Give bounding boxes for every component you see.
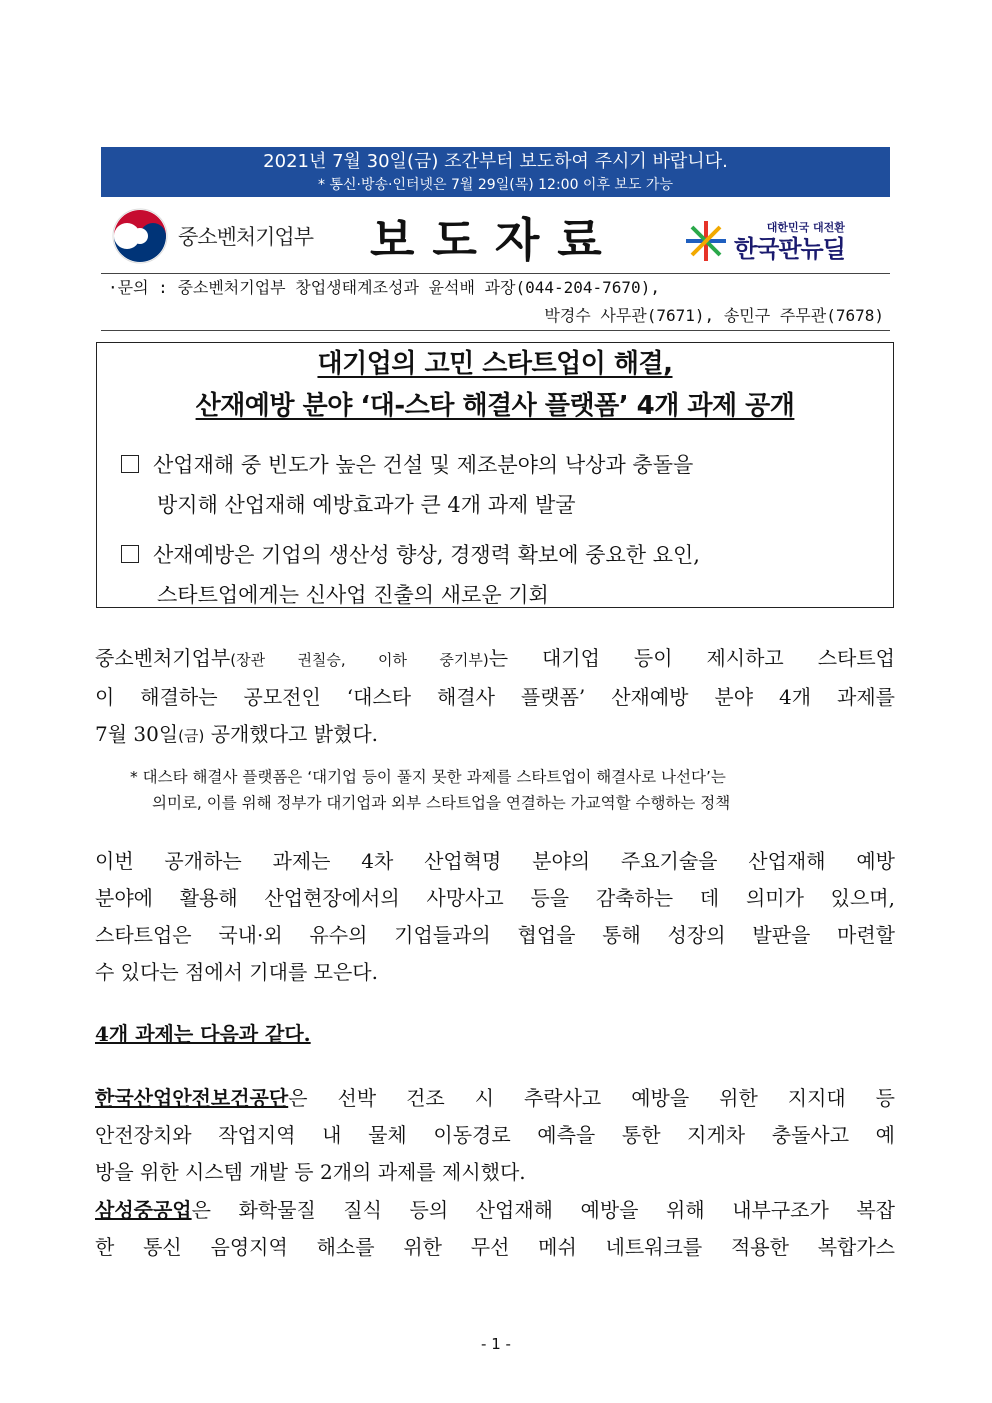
p1-line-2: 이 해결하는 공모전인 ‘대스타 해결사 플랫폼’ 산재예방 분야 4개 과제를 [95, 685, 895, 709]
p2-line-4: 수 있다는 점에서 기대를 모은다. [95, 960, 378, 984]
body-paragraph-4 [95, 1192, 895, 1266]
brand-name: 한국판뉴딜 [734, 235, 845, 263]
p1-line-1-rest: 는 대기업 등이 제시하고 스타트업 [488, 646, 895, 670]
checkbox-square-icon [121, 545, 139, 563]
bullet-2-line-1: 산재예방은 기업의 생산성 향상, 경쟁력 확보에 중요한 요인, [153, 543, 700, 567]
p1-weekday: (금) [178, 727, 205, 745]
ministry-name: 중소벤처기업부 [178, 225, 314, 249]
checkbox-square-icon [121, 455, 139, 473]
taegeuk-icon [112, 208, 168, 264]
p4-line-1: 은 화학물질 질식 등의 산업재해 예방을 위해 내부구조가 복잡 [191, 1198, 895, 1222]
new-deal-logo [684, 214, 845, 268]
embargo-line-1: 2021년 7월 30일(금) 조간부터 보도하여 주시기 바랍니다. [263, 151, 728, 172]
contact-line-2: 박경수 사무관(7671), 송민구 주무관(7678) [544, 306, 884, 325]
p3-line-1: 은 선박 건조 시 추락사고 예방을 위한 지지대 등 [288, 1086, 895, 1110]
body-paragraph-2 [95, 843, 895, 991]
headline-line-2: 산재예방 분야 ‘대-스타 해결사 플랫폼’ 4개 과제 공개 [195, 391, 795, 421]
p2-line-3: 스타트업은 국내·외 유수의 기업들과의 협업을 통해 성장의 발판을 마련할 [95, 923, 895, 947]
p1-date: 7월 30일 [95, 722, 179, 746]
contact-top-rule [101, 273, 890, 274]
summary-bullet-2 [121, 535, 881, 615]
p4-line-2: 한 통신 음영지역 해소를 위한 무선 메쉬 네트워크를 적용한 복합가스 [95, 1235, 895, 1259]
bullet-1-line-2: 방지해 산업재해 예방효과가 큰 4개 과제 발굴 [157, 493, 576, 517]
p1-parenthetical: (장관 권칠승, 이하 중기부) [230, 651, 489, 669]
embargo-line-2: * 통신·방송·인터넷은 7월 29일(목) 12:00 이후 보도 가능 [318, 177, 673, 193]
new-deal-star-icon [684, 219, 728, 263]
p1-line-3-rest: 공개했다고 밝혔다. [204, 722, 379, 746]
bullet-1-line-1: 산업재해 중 빈도가 높은 건설 및 제조분야의 낙상과 충돌을 [153, 453, 694, 477]
p3-organization: 한국산업안전보건공단 [95, 1086, 289, 1110]
ministry-logo [112, 208, 313, 264]
footnote-line-2: 의미로, 이를 위해 정부가 대기업과 외부 스타트업을 연결하는 가교역할 수행하는 정책 [152, 794, 731, 812]
contact-bottom-rule [101, 330, 890, 331]
p3-line-2: 안전장치와 작업지역 내 물체 이동경로 예측을 통한 지게차 충돌사고 예 [95, 1123, 895, 1147]
section-subheading: 4개 과제는 다음과 같다. [95, 1022, 311, 1046]
p2-line-2: 분야에 활용해 산업현장에서의 사망사고 등을 감축하는 데 의미가 있으며, [95, 886, 895, 910]
embargo-banner [101, 147, 890, 197]
summary-bullet-1 [121, 445, 881, 525]
contact-line-1: ·문의 : 중소벤처기업부 창업생태계조성과 윤석배 과장(044-204-7670), [108, 278, 660, 297]
document-title: 보도자료 [370, 213, 620, 267]
headline-box [96, 342, 894, 608]
p1-ministry: 중소벤처기업부 [95, 646, 231, 670]
body-paragraph-1 [95, 640, 895, 755]
footnote-platform [130, 764, 900, 816]
bullet-2-line-2: 스타트업에게는 신사업 진출의 새로운 기회 [157, 583, 549, 607]
page-number: - 1 - [481, 1335, 511, 1353]
p4-organization: 삼성중공업 [95, 1198, 192, 1222]
p2-line-1: 이번 공개하는 과제는 4차 산업혁명 분야의 주요기술을 산업재해 예방 [95, 849, 895, 873]
headline-line-1: 대기업의 고민 스타트업이 해결, [317, 349, 673, 379]
footnote-line-1: * 대스타 해결사 플랫폼은 ‘대기업 등이 풀지 못한 과제를 스타트업이 해결사로 나선다’는 [130, 768, 726, 786]
body-paragraph-3 [95, 1080, 895, 1191]
p3-line-3: 방을 위한 시스템 개발 등 2개의 과제를 제시했다. [95, 1160, 526, 1184]
brand-tagline: 대한민국 대전환 [766, 221, 845, 234]
